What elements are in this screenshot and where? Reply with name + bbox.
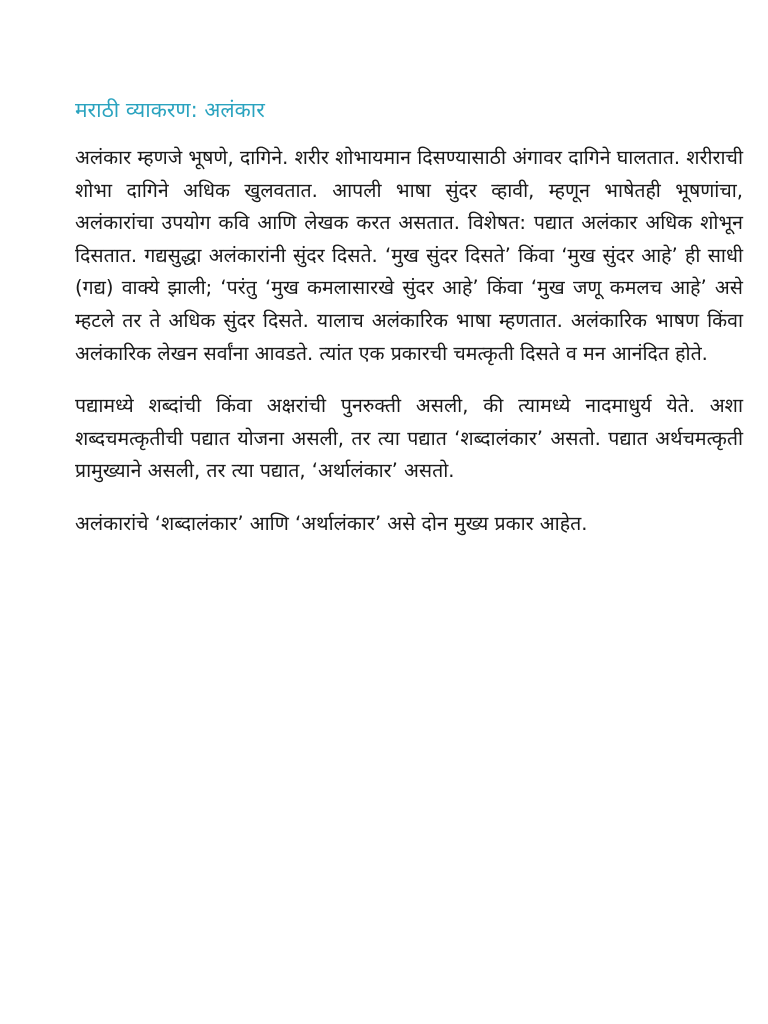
paragraph-types-explained: पद्यामध्ये शब्दांची किंवा अक्षरांची पुनरुक्ती असली, की त्यामध्ये नादमाधुर्य येते. अशा शब्दचमत्कृतीची पद्यात योजना असली, तर त्या पद्यात ‘शब्दालंकार’ असतो. पद्यात अर्थचमत्कृती प्रामुख्याने असली, तर त्या पद्यात, ‘अर्थालंकार’ असतो.: [75, 394, 743, 483]
document-page: [75, 92, 743, 561]
paragraph-two-types: अलंकारांचे ‘शब्दालंकार’ आणि ‘अर्थालंकार’ असे दोन मुख्य प्रकार आहेत.: [75, 511, 588, 535]
paragraph-intro: अलंकार म्हणजे भूषणे, दागिने. शरीर शोभायमान दिसण्यासाठी अंगावर दागिने घालतात. शरीराची शोभा दागिने अधिक खुलवतात. आपली भाषा सुंदर व्हावी, म्हणून भाषेतही भूषणांचा, अलंकारांचा उपयोग कवि आणि लेखक करत असतात. विशेषत: पद्यात अलंकार अधिक शोभून दिसतात. गद्यसुद्धा अलंकारांनी सुंदर दिसते. ‘मुख सुंदर दिसते’ किंवा ‘मुख सुंदर आहे’ ही साधी (गद्य) वाक्ये झाली; ‘परंतु ‘मुख कमलासारखे सुंदर आहे’ किंवा ‘मुख जणू कमलच आहे’ असे म्हटले तर ते अधिक सुंदर दिसते. यालाच अलंकारिक भाषा म्हणतात. अलंकारिक भाषण किंवा अलंकारिक लेखन सर्वांना आवडते. त्यांत एक प्रकारची चमत्कृती दिसते व मन आनंदित होते.: [75, 146, 743, 365]
document-title: मराठी व्याकरण: अलंकार: [75, 98, 265, 122]
